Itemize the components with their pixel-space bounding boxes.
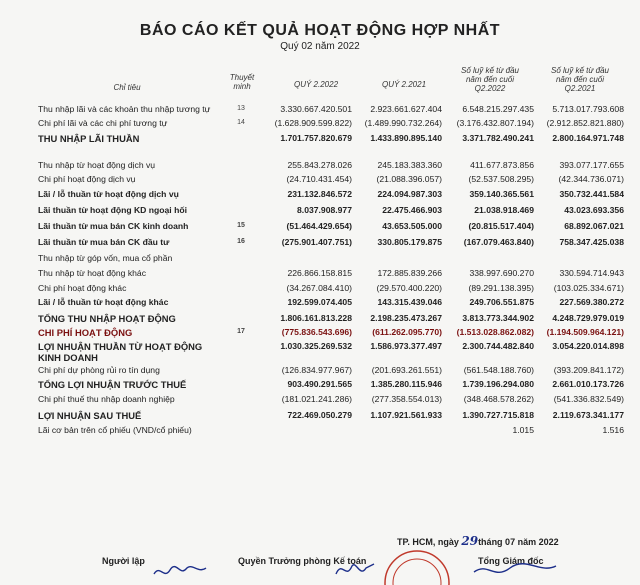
table-row	[38, 253, 628, 267]
accountant-signature	[330, 558, 380, 582]
row-note: 17	[237, 328, 245, 335]
table-row	[38, 205, 628, 219]
row-value: 226.866.158.815	[287, 268, 352, 278]
row-value: 255.843.278.026	[287, 160, 352, 170]
handwritten-day: 29	[461, 534, 479, 548]
table-row	[38, 410, 628, 424]
accountant-role: Quyền Trưởng phòng Kế toán	[238, 556, 367, 566]
row-value: 1.739.196.294.080	[462, 379, 534, 389]
table-row	[38, 237, 628, 251]
row-value: 1.390.727.715.818	[462, 410, 534, 420]
row-label: Chi phí hoạt động khác	[38, 283, 127, 293]
report-title: BÁO CÁO KẾT QUẢ HOẠT ĐỘNG HỢP NHẤT	[139, 22, 501, 39]
row-value: 245.183.383.360	[377, 160, 442, 170]
table-row	[38, 341, 628, 363]
row-label: Thu nhập từ hoạt động khác	[38, 268, 147, 278]
row-value: 22.475.466.903	[382, 205, 442, 215]
row-value: (20.815.517.404)	[468, 221, 534, 231]
row-label: Lãi / lỗ thuần từ hoạt động khác	[38, 297, 169, 307]
row-value: 1.433.890.895.140	[370, 133, 442, 143]
col-header-q2022: QUÝ 2.2022	[293, 80, 339, 89]
row-label: THU NHẬP LÃI THUẦN	[38, 133, 140, 144]
row-value: 2.923.661.627.404	[370, 104, 442, 114]
col-header-ytd2022: Số luỹ kế từ đầu năm đến cuối Q2.2022	[461, 66, 519, 93]
row-value: 1.701.757.820.679	[280, 133, 352, 143]
row-value: 2.300.744.482.840	[462, 341, 534, 351]
table-row	[38, 174, 628, 188]
row-value: 192.599.074.405	[287, 297, 352, 307]
row-value: (541.336.832.549)	[553, 394, 624, 404]
row-label: Chi phí dự phòng rủi ro tín dụng	[38, 365, 160, 375]
row-value: (2.912.852.821.880)	[546, 118, 624, 128]
row-value: (3.176.432.807.194)	[456, 118, 534, 128]
row-value: 1.586.973.377.497	[370, 341, 442, 351]
row-value: 172.885.839.266	[377, 268, 442, 278]
row-label: CHI PHÍ HOẠT ĐỘNG	[38, 327, 133, 338]
row-value: 1.516	[602, 425, 624, 435]
row-label: LỢI NHUẬN SAU THUẾ	[38, 410, 142, 421]
row-value: (201.693.261.551)	[371, 365, 442, 375]
row-value: (277.358.554.013)	[371, 394, 442, 404]
row-label: Lãi cơ bản trên cổ phiếu (VND/cổ phiếu)	[38, 425, 192, 435]
row-value: (275.901.407.751)	[281, 237, 352, 247]
row-value: 1.030.325.269.532	[280, 341, 352, 351]
row-label: TỔNG LỢI NHUẬN TRƯỚC THUẾ	[38, 379, 187, 390]
row-value: 1.385.280.115.946	[370, 379, 442, 389]
row-note: 16	[237, 238, 245, 245]
row-value: 224.094.987.303	[377, 189, 442, 199]
table-row	[38, 133, 628, 147]
table-row	[38, 118, 628, 132]
table-row	[38, 297, 628, 311]
row-value: 231.132.846.572	[287, 189, 352, 199]
row-value: (34.267.084.410)	[286, 283, 352, 293]
row-value: (1.628.909.599.822)	[274, 118, 352, 128]
row-label: TỔNG THU NHẬP HOẠT ĐỘNG	[38, 313, 176, 324]
col-header-note: Thuyết minh	[229, 73, 255, 91]
row-value: (24.710.431.454)	[286, 174, 352, 184]
row-note: 14	[237, 119, 245, 126]
row-value: 411.677.873.856	[470, 160, 534, 170]
row-value: 2.119.673.341.177	[552, 410, 624, 420]
row-value: (348.468.578.262)	[463, 394, 534, 404]
row-value: 393.077.177.655	[559, 160, 624, 170]
row-label: Lãi thuần từ mua bán CK kinh doanh	[38, 221, 189, 231]
row-value: 1.107.921.561.933	[370, 410, 442, 420]
table-row	[38, 104, 628, 118]
row-value: 330.594.714.943	[559, 268, 624, 278]
row-value: (393.209.841.172)	[553, 365, 624, 375]
row-value: (611.262.095.770)	[372, 327, 442, 337]
row-value: 2.198.235.473.267	[370, 313, 442, 323]
row-value: 3.330.667.420.501	[280, 104, 352, 114]
row-value: 758.347.425.038	[559, 237, 624, 247]
row-value: (561.548.188.760)	[463, 365, 534, 375]
row-value: (51.464.429.654)	[286, 221, 352, 231]
row-value: 6.548.215.297.435	[462, 104, 534, 114]
row-value: (1.489.990.732.264)	[364, 118, 442, 128]
row-value: (29.570.400.220)	[376, 283, 442, 293]
row-label: Thu nhập từ hoạt động dịch vụ	[38, 160, 156, 170]
row-label-line2: KINH DOANH	[38, 352, 98, 363]
row-value: (1.513.028.862.082)	[456, 327, 534, 337]
table-row	[38, 283, 628, 297]
row-value: 227.569.380.272	[559, 297, 624, 307]
row-label: Chi phí lãi và các chi phí tương tự	[38, 118, 168, 128]
row-value: (1.194.509.964.121)	[546, 327, 624, 337]
row-value: 350.732.441.584	[559, 189, 624, 199]
row-label: Lãi thuần từ mua bán CK đầu tư	[38, 237, 170, 247]
row-value: 330.805.179.875	[377, 237, 442, 247]
row-value: (42.344.736.071)	[558, 174, 624, 184]
row-value: 143.315.439.046	[377, 297, 442, 307]
director-role: Tổng Giám đốc	[478, 556, 544, 566]
row-value: 3.371.782.490.241	[462, 133, 534, 143]
preparer-signature	[150, 560, 210, 582]
row-value: 359.140.365.561	[469, 189, 534, 199]
date-line: TP. HCM, ngày 29tháng 07 năm 2022	[397, 534, 559, 548]
row-label: Chi phí hoạt động dịch vụ	[38, 174, 136, 184]
row-value: (52.537.508.295)	[468, 174, 534, 184]
table-row	[38, 425, 628, 439]
row-label: Lãi thuần từ hoạt động KD ngoại hối	[38, 205, 187, 215]
row-value: 5.713.017.793.608	[552, 104, 624, 114]
table-row	[38, 365, 628, 379]
company-stamp	[382, 548, 452, 585]
row-label: Lãi / lỗ thuần từ hoạt động dịch vụ	[38, 189, 179, 199]
table-row	[38, 313, 628, 327]
row-note: 13	[237, 105, 245, 112]
row-note: 15	[237, 222, 245, 229]
row-value: 43.653.505.000	[382, 221, 442, 231]
row-value: 1.015	[512, 425, 534, 435]
row-value: 2.800.164.971.748	[552, 133, 624, 143]
row-value: (167.079.463.840)	[463, 237, 534, 247]
col-header-indicator: Chỉ tiêu	[113, 83, 141, 92]
row-value: 8.037.908.977	[297, 205, 352, 215]
row-label: LỢI NHUẬN THUẦN TỪ HOẠT ĐỘNG	[38, 341, 203, 352]
table-row	[38, 189, 628, 203]
row-value: 68.892.067.021	[564, 221, 624, 231]
row-value: 4.248.729.979.019	[552, 313, 624, 323]
table-row	[38, 379, 628, 393]
director-signature	[470, 560, 560, 582]
table-row	[38, 327, 628, 341]
table-row	[38, 221, 628, 235]
preparer-role: Người lập	[102, 556, 145, 566]
row-value: 249.706.551.875	[469, 297, 534, 307]
row-value: 903.490.291.565	[287, 379, 352, 389]
row-label: Thu nhập lãi và các khoản thu nhập tương tự	[38, 104, 211, 114]
row-value: 3.054.220.014.898	[552, 341, 624, 351]
row-value: 722.469.050.279	[287, 410, 352, 420]
table-row	[38, 160, 628, 174]
row-value: (126.834.977.967)	[281, 365, 352, 375]
row-value: 43.023.693.356	[564, 205, 624, 215]
col-header-ytd2021: Số luỹ kế từ đầu năm đến cuối Q2.2021	[551, 66, 609, 93]
table-row	[38, 394, 628, 408]
col-header-q2021: QUÝ 2.2021	[381, 80, 427, 89]
row-label: Chi phí thuế thu nhập doanh nghiệp	[38, 394, 175, 404]
row-value: (89.291.138.395)	[468, 283, 534, 293]
report-subtitle: Quý 02 năm 2022	[280, 41, 360, 52]
row-value: 2.661.010.173.726	[552, 379, 624, 389]
row-value: 338.997.690.270	[469, 268, 534, 278]
row-value: 21.038.918.469	[474, 205, 534, 215]
row-value: (181.021.241.286)	[281, 394, 352, 404]
row-label: Thu nhập từ góp vốn, mua cổ phần	[38, 253, 173, 263]
row-value: 3.813.773.344.902	[462, 313, 534, 323]
row-value: (21.088.396.057)	[376, 174, 442, 184]
row-value: (775.836.543.696)	[281, 327, 352, 337]
row-value: (103.025.334.671)	[553, 283, 624, 293]
row-value: 1.806.161.813.228	[280, 313, 352, 323]
table-row	[38, 268, 628, 282]
